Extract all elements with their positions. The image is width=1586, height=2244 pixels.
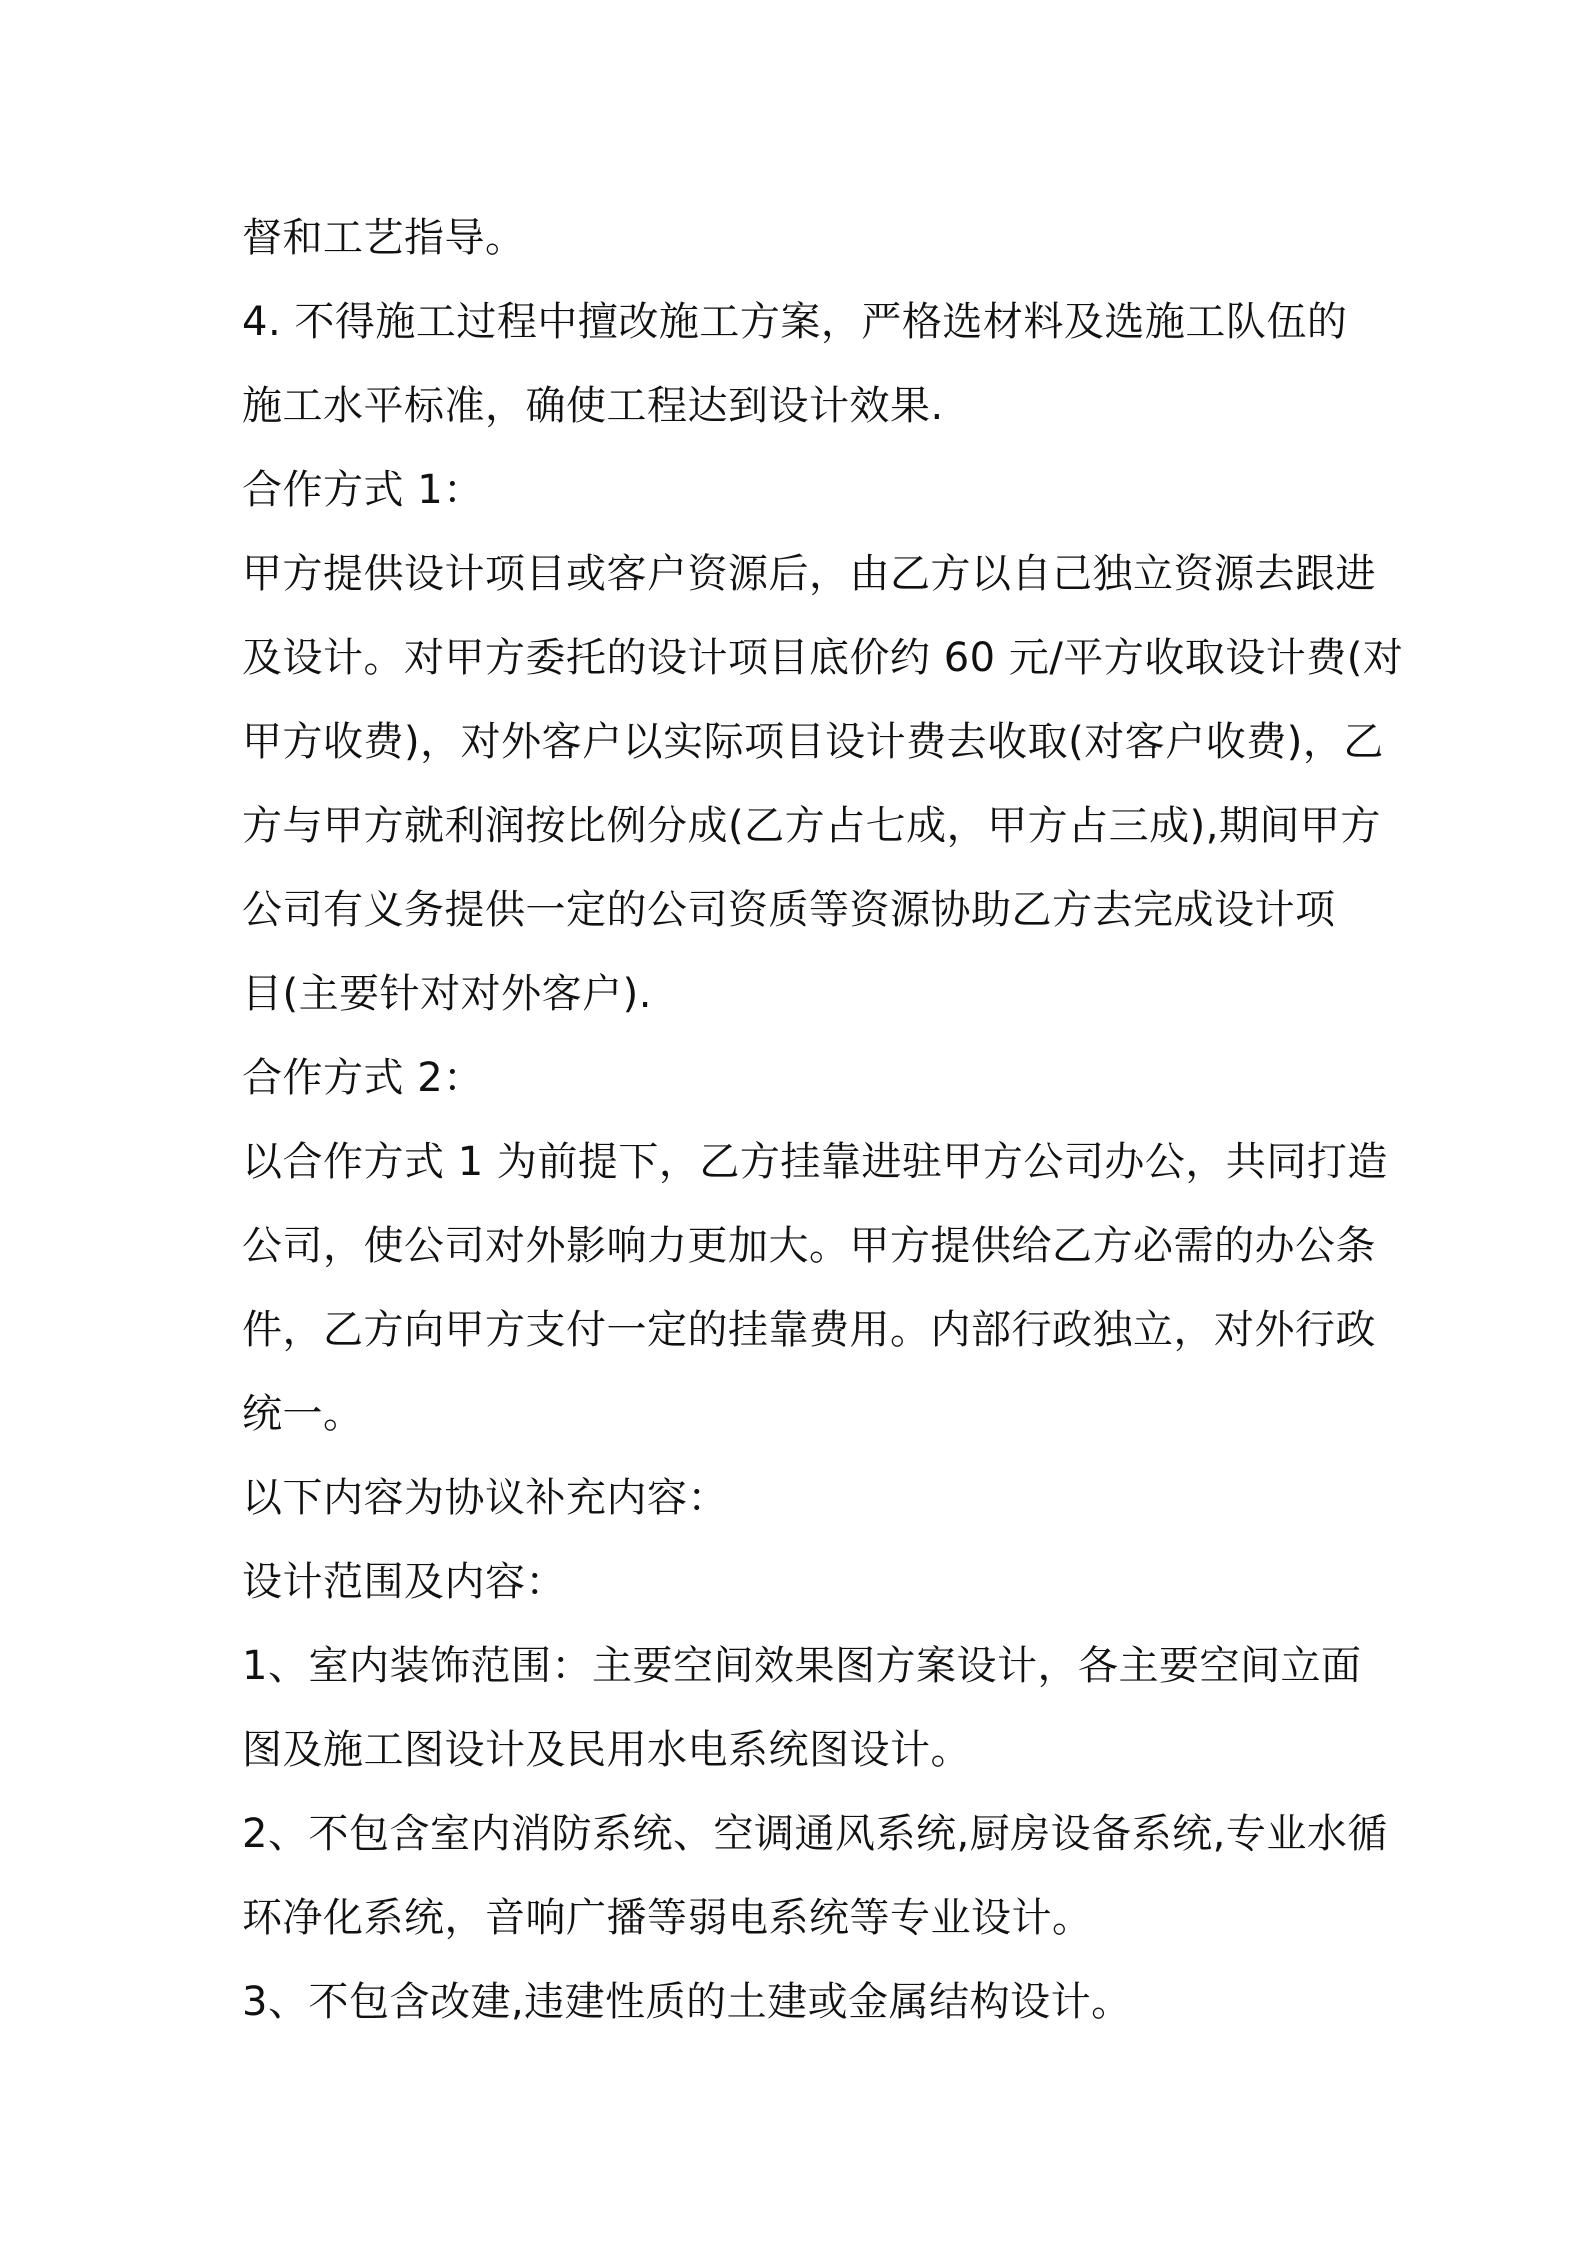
text-line: 图及施工图设计及民用水电系统图设计。 — [242, 1727, 971, 1773]
text-line: 4. 不得施工过程中擅改施工方案，严格选材料及选施工队伍的 — [242, 299, 1348, 345]
text-line: 督和工艺指导。 — [242, 215, 526, 261]
section-heading: 合作方式 1： — [242, 467, 484, 513]
text-line: 件，乙方向甲方支付一定的挂靠费用。内部行政独立，对外行政 — [242, 1307, 1376, 1353]
text-line: 统一。 — [242, 1391, 364, 1437]
list-item: 2、不包含室内消防系统、空调通风系统,厨房设备系统,专业水循 — [242, 1811, 1388, 1857]
text-line: 及设计。对甲方委托的设计项目底价约 60 元/平方收取设计费(对 — [242, 635, 1404, 681]
text-line: 方与甲方就利润按比例分成(乙方占七成，甲方占三成),期间甲方 — [242, 803, 1381, 849]
text-line: 公司，使公司对外影响力更加大。甲方提供给乙方必需的办公条 — [242, 1223, 1376, 1269]
text-line: 公司有义务提供一定的公司资质等资源协助乙方去完成设计项 — [242, 887, 1336, 933]
list-item: 3、不包含改建,违建性质的土建或金属结构设计。 — [242, 1979, 1132, 2025]
section-heading: 设计范围及内容： — [242, 1559, 566, 1605]
section-heading: 合作方式 2： — [242, 1055, 484, 1101]
text-line: 环净化系统，音响广播等弱电系统等专业设计。 — [242, 1895, 1093, 1941]
text-line: 以合作方式 1 为前提下，乙方挂靠进驻甲方公司办公，共同打造 — [242, 1139, 1388, 1185]
document-body — [242, 196, 1404, 2044]
list-item: 1、室内装饰范围：主要空间效果图方案设计，各主要空间立面 — [242, 1643, 1362, 1689]
text-line: 目(主要针对对外客户). — [242, 971, 652, 1017]
text-line: 甲方收费)，对外客户以实际项目设计费去收取(对客户收费)，乙 — [242, 719, 1384, 765]
section-heading: 以下内容为协议补充内容： — [242, 1475, 728, 1521]
text-line: 施工水平标准，确使工程达到设计效果. — [242, 383, 944, 429]
text-line: 甲方提供设计项目或客户资源后，由乙方以自己独立资源去跟进 — [242, 551, 1376, 597]
